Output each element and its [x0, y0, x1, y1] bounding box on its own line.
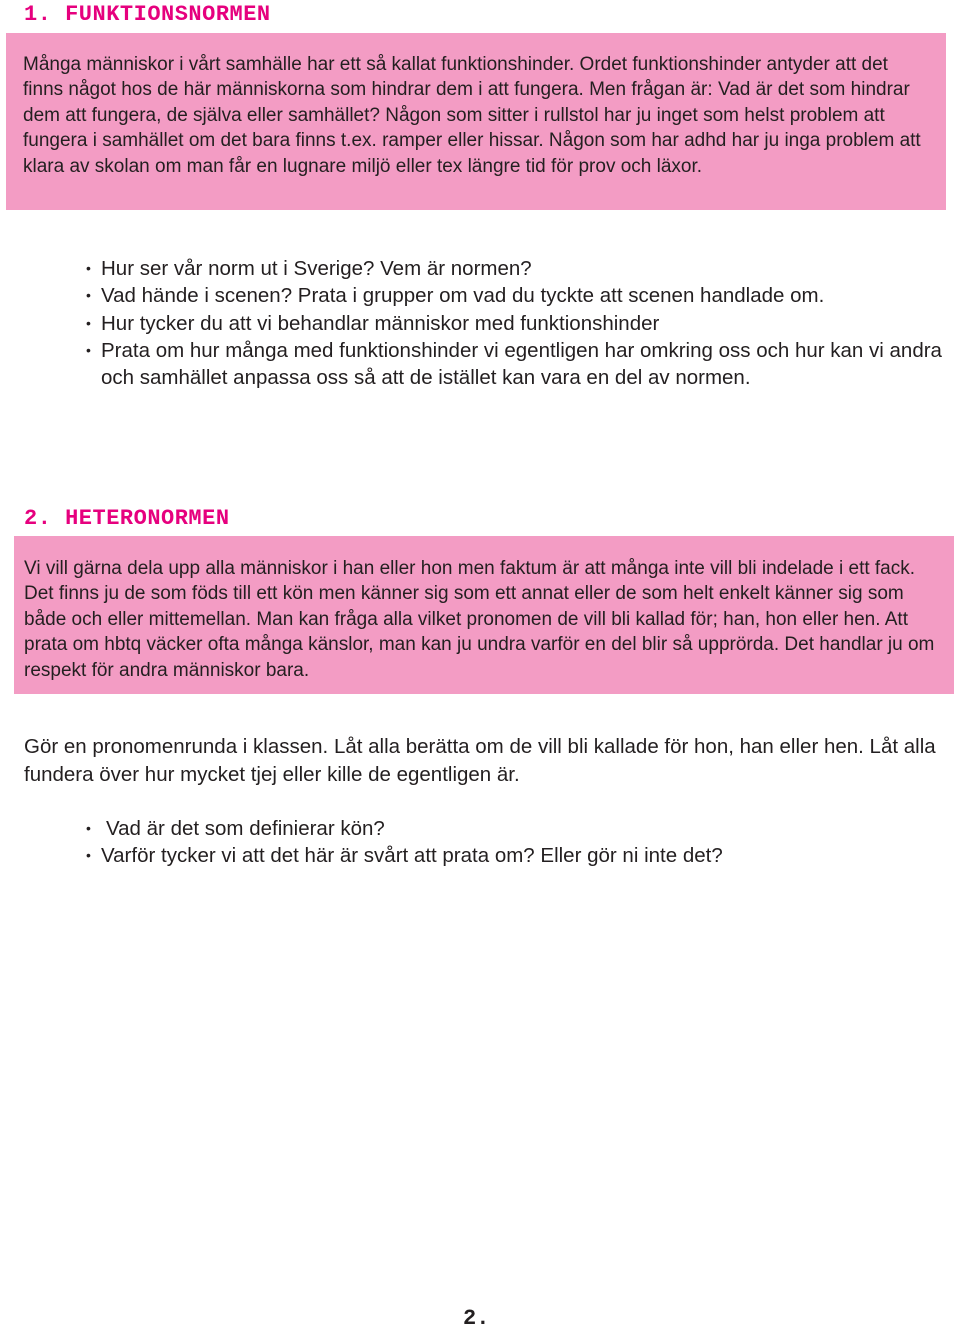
section-2-info-box — [14, 536, 954, 694]
bullet-icon: • — [86, 314, 91, 331]
section-1-info-box — [6, 33, 946, 210]
section-2-question-list — [86, 815, 946, 870]
section-2-box-text: Vi vill gärna dela upp alla människor i han eller hon men faktum är att många inte vill bli indelade i ett fack. Det finns ju de som föds till ett kön men känner sig som ett annat eller de som helt enkelt känner sig som både och eller mittemellan. Man kan fråga alla vilket pronomen de vill bli kallad för; han, hon eller hen. Att prata om hbtq väcker ofta många känslor, man kan ju undra varför en del blir så upprörda. Det handlar ju om respekt för andra människor bara. — [24, 558, 935, 681]
section-2-instruction: Gör en pronomenrunda i klassen. Låt alla berätta om de vill bli kallade för hon, han eller hen. Låt alla fundera över hur mycket tjej eller kille de egentligen är. — [24, 735, 936, 786]
bullet-icon: • — [86, 341, 91, 358]
bullet-icon: • — [86, 820, 91, 836]
bullet-icon: • — [86, 847, 91, 864]
section-1-box-text: Många människor i vårt samhälle har ett så kallat funktionshinder. Ordet funktionshinder antyder att det finns något hos de här människorna som hindrar dem i att fungera. Men frågan är: Vad är det som hindrar dem att fungera, de själva eller samhället? Någon som sitter i rullstol har ju inget som helst problem att fungera i samhället om det bara finns t.ex. ramper eller hissar. Någon som har adhd har ju inga problem att klara av skolan om man får en lugnare miljö eller tex längre tid för prov och läxor. — [23, 54, 921, 177]
list-item: • Prata om hur många med funktionshinder vi egentligen har omkring oss och hur kan vi andra och samhället anpassa oss så att de istället kan vara en del av normen. — [86, 338, 942, 390]
list-item: • Vad hände i scenen? Prata i grupper om vad du tyckte att scenen handlade om. — [86, 282, 946, 309]
section-1-heading: 1. FUNKTIONSNORMEN — [24, 2, 271, 27]
list-item: • Varför tycker vi att det här är svårt att prata om? Eller gör ni inte det? — [86, 842, 946, 869]
bullet-icon: • — [86, 260, 91, 276]
list-item: • Hur tycker du att vi behandlar människor med funktionshinder — [86, 310, 946, 337]
bullet-icon: • — [86, 287, 91, 304]
page-number: 2. — [463, 1306, 490, 1331]
section-1-question-list — [86, 255, 946, 391]
list-item: • Hur ser vår norm ut i Sverige? Vem är normen? — [86, 255, 946, 282]
list-item: • Vad är det som definierar kön? — [86, 815, 946, 842]
section-2-heading: 2. HETERONORMEN — [24, 506, 230, 531]
